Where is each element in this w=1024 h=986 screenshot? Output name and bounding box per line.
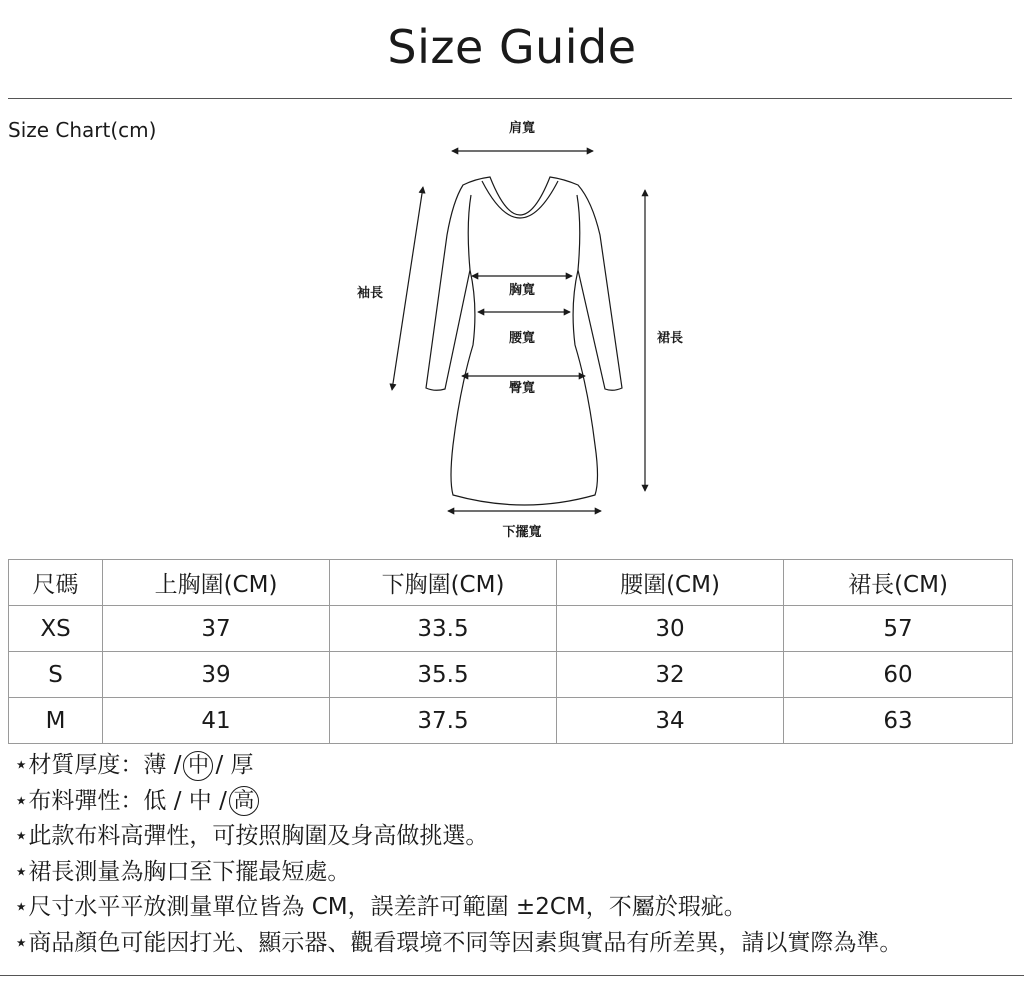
sleeve-label: 袖長 bbox=[356, 286, 384, 301]
header-lower-chest: 下胸圍(CM) bbox=[330, 560, 557, 606]
cell-size: M bbox=[9, 698, 103, 744]
cell-length: 60 bbox=[784, 652, 1013, 698]
table-row bbox=[9, 652, 1013, 698]
note-thickness bbox=[14, 748, 902, 784]
cell-lower-chest: 33.5 bbox=[330, 606, 557, 652]
header-waist: 腰圍(CM) bbox=[557, 560, 784, 606]
hem-label: 下擺寬 bbox=[502, 525, 542, 540]
size-table bbox=[8, 559, 1013, 744]
footer-divider bbox=[0, 975, 1024, 976]
header-divider bbox=[8, 98, 1012, 99]
note-line: ⋆商品顏色可能因打光、顯示器、觀看環境不同等因素與實品有所差異，請以實際為準。 bbox=[14, 929, 903, 956]
note-elasticity bbox=[14, 784, 902, 820]
cell-size: XS bbox=[9, 606, 103, 652]
table-header-row bbox=[9, 560, 1013, 606]
cell-lower-chest: 37.5 bbox=[330, 698, 557, 744]
header-length: 裙長(CM) bbox=[784, 560, 1013, 606]
note-thickness-prefix: ⋆材質厚度：薄 / bbox=[14, 752, 182, 778]
table-row bbox=[9, 606, 1013, 652]
cell-upper-chest: 37 bbox=[103, 606, 330, 652]
chest-label: 胸寬 bbox=[508, 283, 536, 298]
length-label: 裙長 bbox=[656, 331, 684, 346]
cell-waist: 34 bbox=[557, 698, 784, 744]
waist-label: 腰寬 bbox=[508, 331, 536, 346]
cell-size: S bbox=[9, 652, 103, 698]
cell-length: 57 bbox=[784, 606, 1013, 652]
cell-upper-chest: 39 bbox=[103, 652, 330, 698]
table-row bbox=[9, 698, 1013, 744]
note-line: ⋆尺寸水平平放測量單位皆為 CM，誤差許可範圍 ±2CM，不屬於瑕疵。 bbox=[14, 894, 747, 921]
shoulder-label: 肩寬 bbox=[508, 121, 536, 136]
size-chart-subtitle: Size Chart(cm) bbox=[8, 118, 157, 142]
dress-diagram bbox=[330, 105, 710, 545]
dress-illustration bbox=[330, 105, 710, 545]
thickness-selected-circle: 中 bbox=[183, 751, 213, 781]
note-line: ⋆此款布料高彈性，可按照胸圍及身高做挑選。 bbox=[14, 823, 489, 850]
note-elasticity-prefix: ⋆布料彈性：低 / 中 / bbox=[14, 787, 227, 814]
page-title: Size Guide bbox=[387, 20, 637, 74]
cell-waist: 30 bbox=[557, 606, 784, 652]
note-thickness-suffix: / 厚 bbox=[215, 752, 254, 778]
elasticity-selected-circle: 高 bbox=[229, 786, 259, 816]
cell-upper-chest: 41 bbox=[103, 698, 330, 744]
header-upper-chest: 上胸圍(CM) bbox=[103, 560, 330, 606]
cell-lower-chest: 35.5 bbox=[330, 652, 557, 698]
note-line: ⋆裙長測量為胸口至下擺最短處。 bbox=[14, 858, 351, 885]
header-size: 尺碼 bbox=[9, 560, 103, 606]
cell-length: 63 bbox=[784, 698, 1013, 744]
notes-list bbox=[14, 748, 902, 962]
cell-waist: 32 bbox=[557, 652, 784, 698]
hip-label: 臀寬 bbox=[508, 381, 536, 396]
